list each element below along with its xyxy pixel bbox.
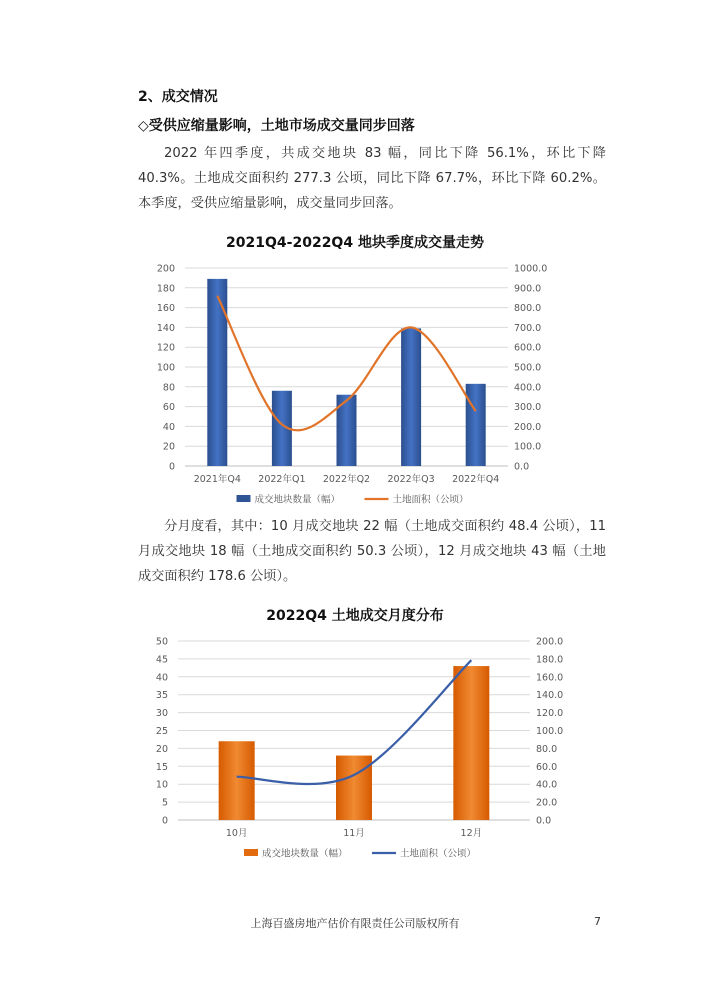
chart1-legend-bar-label: 成交地块数量（幅） [254, 494, 341, 506]
chart1-ytick-left: 180 [156, 283, 175, 295]
chart1-ytick-right: 500.0 [514, 362, 542, 374]
chart2-ytick-right: 0.0 [536, 815, 552, 827]
chart1-ytick-left: 200 [156, 263, 175, 275]
chart1-ytick-right: 200.0 [514, 421, 542, 433]
chart2-ytick-right: 100.0 [536, 726, 564, 737]
chart2-ytick-left: 10 [155, 779, 168, 791]
chart1-legend-bar-swatch [237, 495, 251, 502]
chart2-legend-line-label: 土地面积（公顷） [400, 848, 477, 860]
chart2-ytick-right: 140.0 [536, 690, 564, 702]
chart2-bar [219, 741, 255, 820]
chart1-xtick: 2022年Q2 [322, 474, 371, 485]
chart1-ytick-right: 800.0 [514, 303, 542, 315]
chart1-ytick-right: 100.0 [514, 441, 542, 453]
chart2-ytick-right: 20.0 [536, 797, 558, 809]
chart1-ytick-left: 40 [162, 421, 175, 433]
chart2-ytick-left: 45 [155, 654, 168, 666]
chart1-title: 2021Q4-2022Q4 地块季度成交量走势 [226, 235, 484, 251]
chart2-ytick-right: 160.0 [536, 672, 564, 684]
chart2-ytick-right: 180.0 [536, 654, 564, 666]
chart1-ytick-right: 400.0 [514, 382, 542, 394]
chart1-bar [207, 279, 227, 466]
chart2-ytick-right: 120.0 [536, 708, 564, 720]
chart2-ytick-left: 5 [161, 797, 168, 809]
chart1-ytick-right: 1000.0 [514, 263, 548, 275]
chart2-ytick-left: 40 [155, 672, 168, 684]
paragraph-quarter-text: 2022 年四季度，共成交地块 83 幅，同比下降 56.1%，环比下降 40.3%。土地成交面积约 277.3 公顷，同比下降 67.7%，环比下降 60.2%。本季度，受供应缩量影响，成交量同步回落。 [138, 146, 606, 211]
chart2-ytick-right: 200.0 [536, 636, 564, 648]
chart1-ytick-left: 100 [156, 362, 175, 374]
chart1-ytick-left: 160 [156, 303, 175, 315]
paragraph-monthly-summary [138, 514, 606, 589]
chart2-ytick-left: 30 [155, 708, 168, 720]
chart1-ytick-right: 900.0 [514, 283, 542, 295]
chart1-bar [466, 384, 486, 466]
quarterly-chart [0, 255, 710, 515]
chart2-xtick: 12月 [460, 828, 483, 839]
chart1-xtick: 2022年Q3 [387, 474, 435, 485]
paragraph-quarter-summary [138, 141, 606, 216]
chart2-ytick-left: 20 [155, 743, 168, 755]
subsection-heading: ◇受供应缩量影响，土地市场成交量同步回落 [138, 118, 415, 134]
chart2-xtick: 10月 [225, 828, 248, 839]
chart1-legend [237, 494, 469, 506]
chart1-xtick: 2022年Q1 [258, 474, 306, 485]
chart2-ytick-right: 60.0 [536, 761, 558, 773]
section-heading: 2、成交情况 [138, 89, 218, 105]
chart2-ytick-left: 15 [155, 761, 168, 773]
chart2-bar [336, 756, 372, 820]
page-number: 7 [594, 915, 601, 928]
chart1-ytick-left: 120 [156, 342, 175, 354]
chart1-ytick-left: 140 [156, 322, 175, 334]
chart2-legend-bar-label: 成交地块数量（幅） [262, 848, 348, 860]
chart1-ytick-right: 0.0 [514, 461, 530, 473]
chart1-ytick-left: 20 [162, 441, 175, 453]
chart1-xtick: 2021年Q4 [193, 474, 241, 485]
chart2-ytick-left: 35 [155, 690, 168, 702]
chart2-bar [453, 666, 489, 820]
chart1-ytick-right: 700.0 [514, 322, 542, 334]
chart1-ytick-left: 60 [162, 402, 175, 414]
chart2-ytick-right: 80.0 [536, 743, 558, 755]
chart1-legend-line-label: 土地面积（公顷） [392, 494, 469, 506]
chart2-ytick-left: 50 [155, 636, 168, 648]
chart1-ytick-left: 80 [162, 382, 175, 394]
chart1-xtick: 2022年Q4 [452, 474, 500, 485]
chart2-ytick-right: 40.0 [536, 779, 558, 791]
chart2-ytick-left: 0 [161, 815, 168, 827]
chart1-bar [401, 328, 421, 466]
monthly-chart [0, 628, 710, 878]
chart2-legend-bar-swatch [244, 849, 258, 856]
chart1-ytick-right: 600.0 [514, 342, 542, 354]
chart2-ytick-left: 25 [155, 726, 168, 737]
chart2-legend [244, 848, 476, 860]
paragraph-monthly-text: 分月度看，其中：10 月成交地块 22 幅（土地成交面积约 48.4 公顷），11 月成交地块 18 幅（土地成交面积约 50.3 公顷），12 月成交地块 43 幅（土地成交面积约 178.6 公顷）。 [138, 519, 606, 584]
chart2-xtick: 11月 [343, 828, 365, 839]
chart1-ytick-left: 0 [168, 461, 175, 473]
chart2-title: 2022Q4 土地成交月度分布 [266, 608, 444, 624]
footer-company: 上海百盛房地产估价有限责任公司版权所有 [250, 917, 460, 930]
chart1-ytick-right: 300.0 [514, 402, 542, 414]
